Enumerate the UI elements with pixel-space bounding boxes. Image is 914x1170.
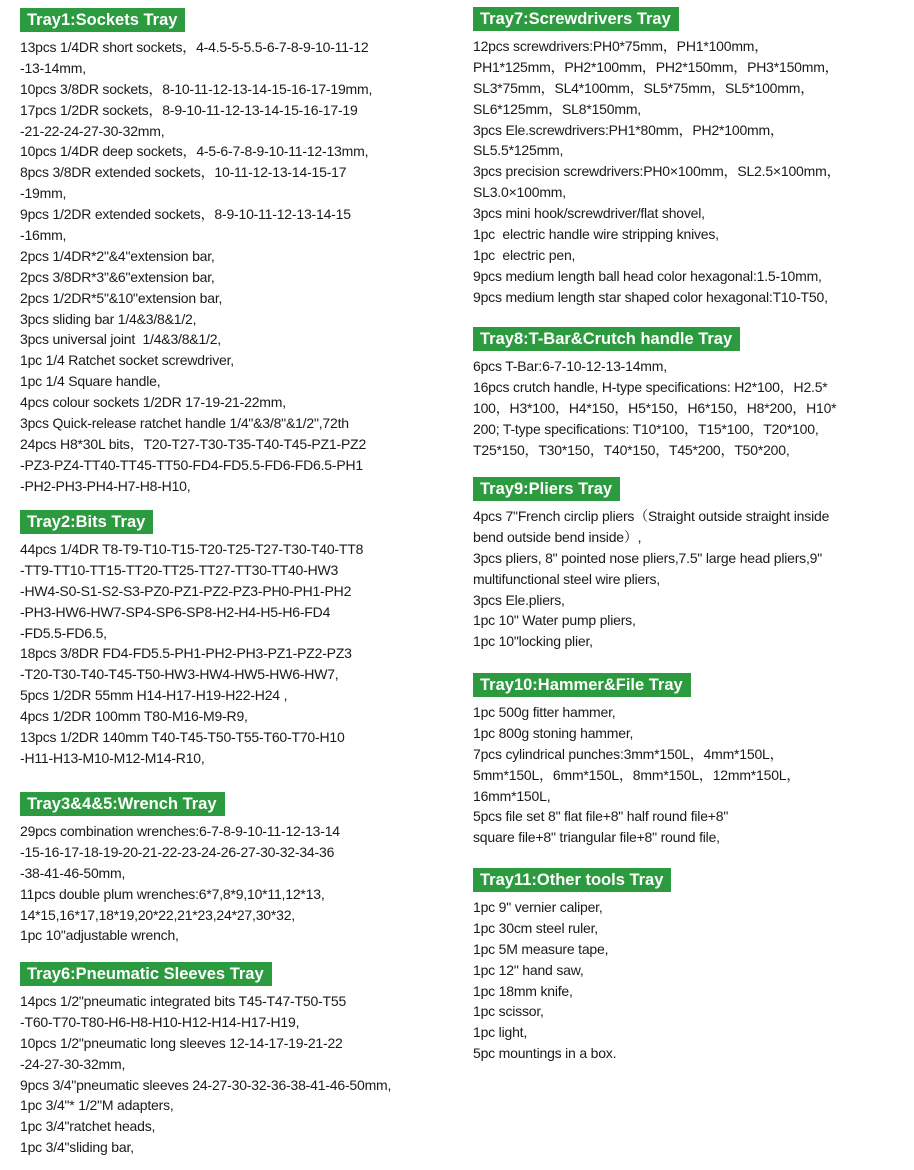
tray-item-line: -13-14mm, <box>20 59 86 76</box>
tray-item-line: 24pcs H8*30L bits，T20-T27-T30-T35-T40-T45-PZ1-PZ2 <box>20 435 367 452</box>
tray-section-tray3-4-5 <box>20 792 460 946</box>
tray-item-line: 9pcs 3/4"pneumatic sleeves 24-27-30-32-36-38-41-46-50mm, <box>20 1076 392 1093</box>
tray-item-line: 1pc scissor, <box>473 1003 544 1020</box>
tray-item-line: 7pcs cylindrical punches:3mm*150L，4mm*150L， <box>473 745 784 762</box>
tray-item-line: 4pcs colour sockets 1/2DR 17-19-21-22mm, <box>20 394 286 411</box>
tray-section-tray8 <box>473 327 903 460</box>
tray-item-line: 44pcs 1/4DR T8-T9-T10-T15-T20-T25-T27-T30-T40-TT8 <box>20 541 364 557</box>
tray-contents <box>20 821 460 946</box>
tray-item-line: -T20-T30-T40-T45-T50-HW3-HW4-HW5-HW6-HW7, <box>20 666 339 683</box>
tray-item-line: 200; T-type specifications: T10*100，T15*100，T20*100, <box>473 420 819 437</box>
tray-item-line: -24-27-30-32mm, <box>20 1055 126 1072</box>
tray-section-tray6 <box>20 962 460 1158</box>
tray-contents <box>473 356 903 460</box>
tray-item-line: 1pc 30cm steel ruler, <box>473 919 598 936</box>
tray-item-line: 1pc 10"locking plier, <box>473 633 593 650</box>
tray-item-line: 1pc 800g stoning hammer, <box>473 724 634 741</box>
tray-item-line: 2pcs 1/4DR*2"&4"extension bar, <box>20 247 215 264</box>
tray-item-line: 4pcs 7"French circlip pliers（Straight outside straight inside <box>473 508 830 524</box>
tray-item-line: -21-22-24-27-30-32mm, <box>20 122 165 139</box>
tray-item-line: -PH2-PH3-PH4-H7-H8-H10, <box>20 477 191 494</box>
tray-item-line: 11pcs double plum wrenches:6*7,8*9,10*11,12*13, <box>20 885 325 902</box>
tray-item-line: 10pcs 1/4DR deep sockets，4-5-6-7-8-9-10-11-12-13mm, <box>20 143 369 160</box>
tray-item-line: 1pc 12" hand saw, <box>473 961 584 978</box>
tray-item-line: 5pcs 1/2DR 55mm H14-H17-H19-H22-H24 , <box>20 687 288 704</box>
tray-item-line: 1pc 1/4 Square handle, <box>20 373 161 390</box>
tray-item-line: SL6*125mm，SL8*150mm, <box>473 100 641 117</box>
tray-item-line: 9pcs medium length star shaped color hexagonal:T10-T50, <box>473 288 828 305</box>
tray-contents <box>473 897 903 1064</box>
tray-item-line: 1pc 3/4"sliding bar, <box>20 1139 134 1156</box>
tray-item-line: square file+8" triangular file+8" round file, <box>473 829 720 846</box>
tray-item-line: 1pc electric handle wire stripping knives, <box>473 226 719 243</box>
tray-title: Tray3&4&5:Wrench Tray <box>20 792 225 816</box>
tray-item-line: 10pcs 1/2"pneumatic long sleeves 12-14-17-19-21-22 <box>20 1034 343 1051</box>
tray-item-line: -FD5.5-FD6.5, <box>20 624 107 641</box>
tray-item-line: 3pcs sliding bar 1/4&3/8&1/2, <box>20 310 197 327</box>
tray-contents <box>473 36 903 308</box>
tray-item-line: bend outside bend inside）, <box>473 528 642 545</box>
tray-title: Tray11:Other tools Tray <box>473 868 671 892</box>
tray-title: Tray1:Sockets Tray <box>20 8 185 32</box>
tray-contents <box>20 991 460 1158</box>
tray-item-line: -T60-T70-T80-H6-H8-H10-H12-H14-H17-H19, <box>20 1013 300 1030</box>
tray-title: Tray2:Bits Tray <box>20 510 153 534</box>
tray-item-line: 14pcs 1/2"pneumatic integrated bits T45-T47-T50-T55 <box>20 993 347 1009</box>
tray-item-line: 1pc electric pen, <box>473 246 576 263</box>
tray-item-line: 1pc 3/4"ratchet heads, <box>20 1118 156 1135</box>
tray-item-line: 2pcs 3/8DR*3"&6"extension bar, <box>20 268 215 285</box>
tray-item-line: 1pc light, <box>473 1024 528 1041</box>
tray-item-line: 3pcs Ele.screwdrivers:PH1*80mm，PH2*100mm， <box>473 121 784 138</box>
tray-item-line: 5pcs file set 8" flat file+8" half round file+8" <box>473 808 729 825</box>
tray-item-line: -HW4-S0-S1-S2-S3-PZ0-PZ1-PZ2-PZ3-PH0-PH1-PH2 <box>20 582 352 599</box>
tray-item-line: 100，H3*100，H4*150，H5*150，H6*150，H8*200，H10* <box>473 399 837 416</box>
tray-item-line: 16pcs crutch handle, H-type specifications: H2*100，H2.5* <box>473 378 828 395</box>
tray-item-line: 9pcs medium length ball head color hexagonal:1.5-10mm, <box>473 267 822 284</box>
tray-section-tray10 <box>473 673 903 848</box>
tray-item-line: -TT9-TT10-TT15-TT20-TT25-TT27-TT30-TT40-HW3 <box>20 561 339 578</box>
tray-section-tray2 <box>20 510 460 769</box>
tray-contents <box>20 37 460 497</box>
tray-item-line: 18pcs 3/8DR FD4-FD5.5-PH1-PH2-PH3-PZ1-PZ2-PZ3 <box>20 645 352 662</box>
tray-item-line: PH1*125mm，PH2*100mm，PH2*150mm，PH3*150mm， <box>473 58 839 75</box>
tray-item-line: -15-16-17-18-19-20-21-22-23-24-26-27-30-32-34-36 <box>20 843 335 860</box>
tray-item-line: SL3*75mm，SL4*100mm，SL5*75mm，SL5*100mm， <box>473 79 814 96</box>
tray-item-line: 1pc 10" Water pump pliers, <box>473 612 636 629</box>
tray-item-line: 1pc 500g fitter hammer, <box>473 704 616 720</box>
tray-section-tray9 <box>473 477 903 652</box>
tray-title: Tray6:Pneumatic Sleeves Tray <box>20 962 272 986</box>
tray-item-line: 9pcs 1/2DR extended sockets，8-9-10-11-12-13-14-15 <box>20 206 351 223</box>
tray-item-line: -PH3-HW6-HW7-SP4-SP6-SP8-H2-H4-H5-H6-FD4 <box>20 603 331 620</box>
tray-item-line: 2pcs 1/2DR*5"&10"extension bar, <box>20 289 223 306</box>
tray-item-line: multifunctional steel wire pliers, <box>473 570 660 587</box>
tray-item-line: 16mm*150L, <box>473 787 551 804</box>
tray-item-line: 6pcs T-Bar:6-7-10-12-13-14mm, <box>473 358 667 374</box>
tray-item-line: 29pcs combination wrenches:6-7-8-9-10-11-12-13-14 <box>20 823 340 839</box>
tray-item-line: 3pcs universal joint 1/4&3/8&1/2, <box>20 331 221 348</box>
tray-contents <box>473 506 903 652</box>
tray-section-tray11 <box>473 868 903 1064</box>
tray-item-line: 17pcs 1/2DR sockets，8-9-10-11-12-13-14-15-16-17-19 <box>20 101 358 118</box>
tray-item-line: 3pcs Ele.pliers, <box>473 591 565 608</box>
tray-item-line: -38-41-46-50mm, <box>20 864 126 881</box>
tray-item-line: 13pcs 1/4DR short sockets，4-4.5-5-5.5-6-7-8-9-10-11-12 <box>20 39 369 55</box>
tray-item-line: -PZ3-PZ4-TT40-TT45-TT50-FD4-FD5.5-FD6-FD6.5-PH1 <box>20 456 363 473</box>
tray-item-line: 1pc 10"adjustable wrench, <box>20 927 179 944</box>
tray-item-line: 3pcs mini hook/screwdriver/flat shovel, <box>473 205 705 222</box>
tray-item-line: SL3.0×100mm, <box>473 184 566 201</box>
tray-item-line: -19mm, <box>20 185 67 202</box>
tray-item-line: 4pcs 1/2DR 100mm T80-M16-M9-R9, <box>20 708 248 725</box>
tray-item-line: 13pcs 1/2DR 140mm T40-T45-T50-T55-T60-T70-H10 <box>20 729 345 746</box>
tray-item-line: 3pcs pliers, 8" pointed nose pliers,7.5" large head pliers,9" <box>473 549 823 566</box>
tray-title: Tray7:Screwdrivers Tray <box>473 7 679 31</box>
tray-item-line: 12pcs screwdrivers:PH0*75mm，PH1*100mm， <box>473 38 769 54</box>
tray-item-line: 1pc 5M measure tape, <box>473 940 609 957</box>
tray-contents <box>20 539 460 769</box>
tray-item-line: 5mm*150L，6mm*150L，8mm*150L，12mm*150L， <box>473 766 801 783</box>
tray-item-line: 10pcs 3/8DR sockets，8-10-11-12-13-14-15-16-17-19mm, <box>20 80 373 97</box>
tray-contents <box>473 702 903 848</box>
tray-item-line: 3pcs Quick-release ratchet handle 1/4"&3/8"&1/2",72th <box>20 415 349 432</box>
tray-item-line: 1pc 18mm knife, <box>473 982 573 999</box>
tray-item-line: 3pcs precision screwdrivers:PH0×100mm，SL2.5×100mm， <box>473 163 841 180</box>
tray-item-line: SL5.5*125mm, <box>473 142 564 159</box>
tray-title: Tray9:Pliers Tray <box>473 477 620 501</box>
tray-item-line: T25*150，T30*150，T40*150，T45*200，T50*200, <box>473 441 790 458</box>
tray-item-line: -H11-H13-M10-M12-M14-R10, <box>20 749 205 766</box>
tray-item-line: 1pc 9" vernier caliper, <box>473 899 603 915</box>
tray-title: Tray10:Hammer&File Tray <box>473 673 691 697</box>
tray-item-line: 5pc mountings in a box. <box>473 1045 617 1062</box>
tray-section-tray1 <box>20 8 460 497</box>
tray-title: Tray8:T-Bar&Crutch handle Tray <box>473 327 740 351</box>
tray-item-line: 8pcs 3/8DR extended sockets，10-11-12-13-14-15-17 <box>20 164 347 181</box>
tray-item-line: 14*15,16*17,18*19,20*22,21*23,24*27,30*32, <box>20 906 295 923</box>
tray-item-line: -16mm, <box>20 227 67 244</box>
tray-section-tray7 <box>473 7 903 308</box>
tray-item-line: 1pc 3/4"* 1/2"M adapters, <box>20 1097 174 1114</box>
tray-item-line: 1pc 1/4 Ratchet socket screwdriver, <box>20 352 234 369</box>
